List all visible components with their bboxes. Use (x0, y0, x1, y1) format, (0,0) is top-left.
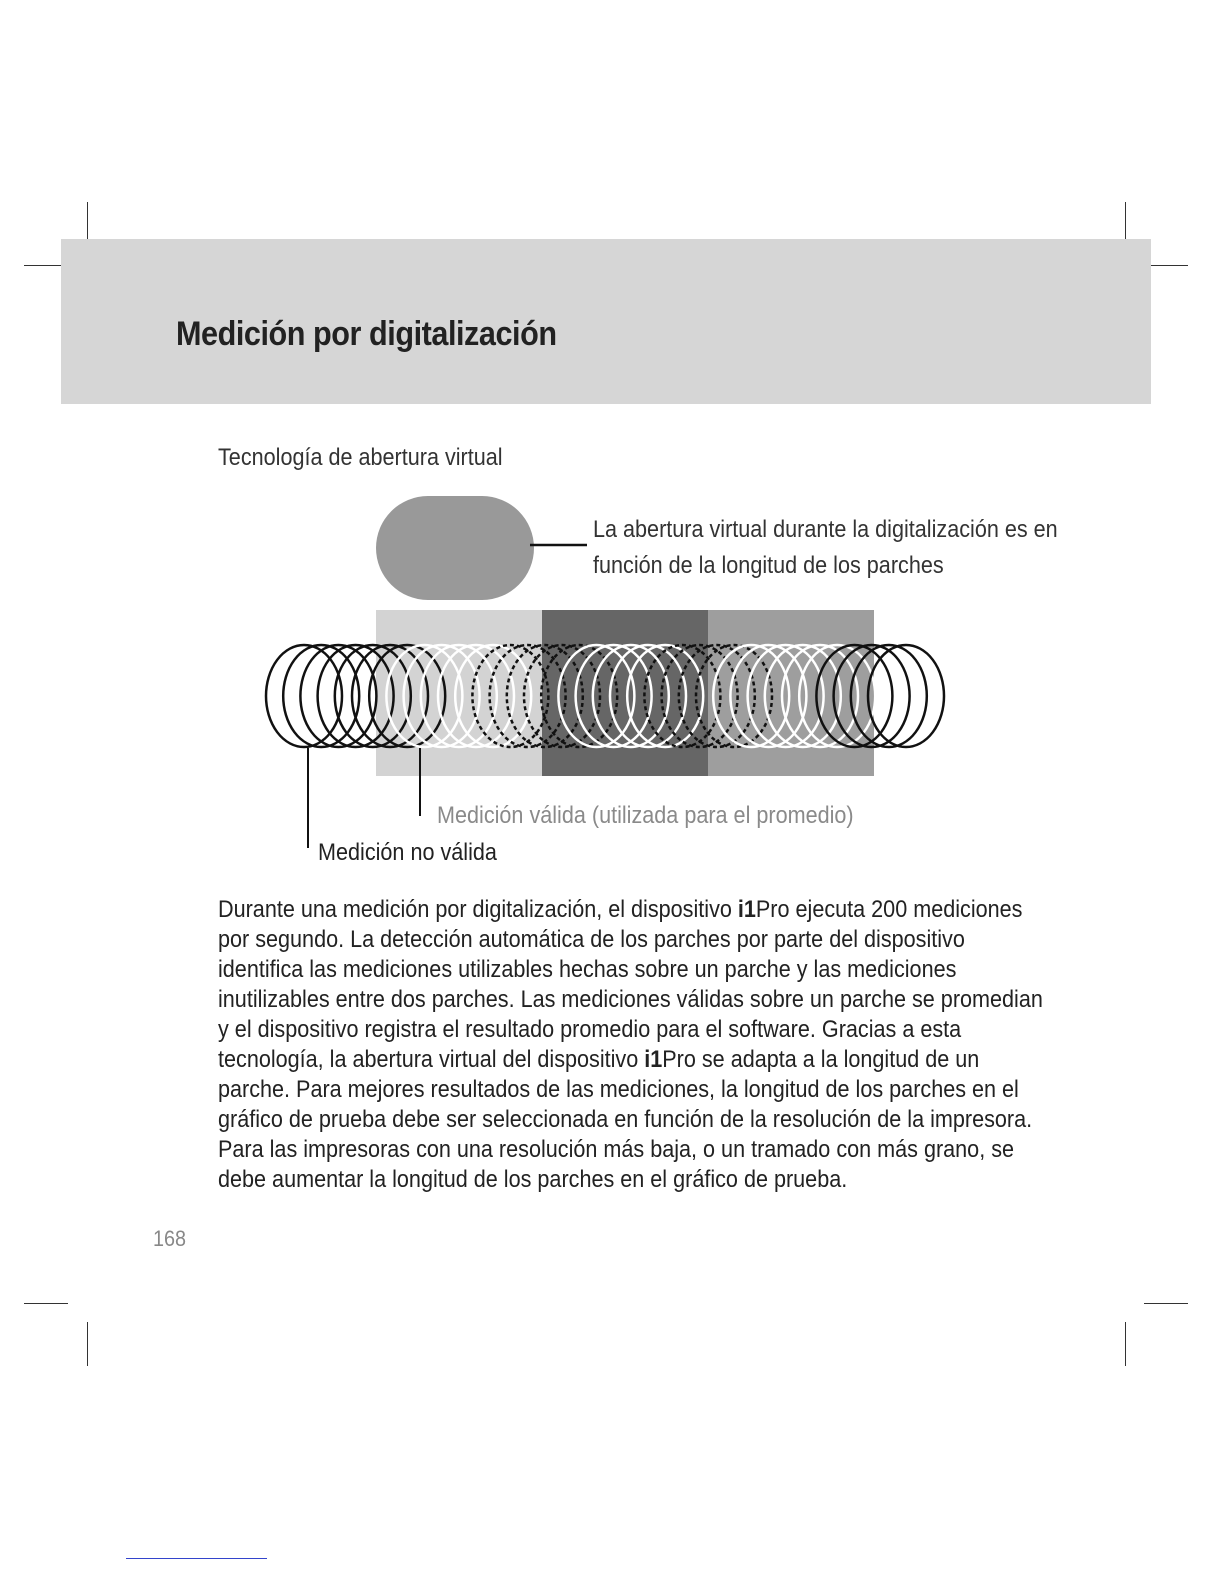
patch-light (376, 610, 542, 776)
measurement-circle (283, 645, 359, 747)
invalid-measurement-label: Medición no válida (318, 839, 497, 866)
device-name-bold: i1 (737, 896, 756, 923)
aperture-label (593, 512, 1058, 584)
valid-measurement-label: Medición válida (utilizada para el promedio) (437, 802, 854, 829)
crop-mark (1125, 1322, 1126, 1366)
crop-mark (1144, 1303, 1188, 1304)
crop-mark (24, 1303, 68, 1304)
body-text-run: Pro se adapta a la longitud de un parche. Para mejores resultados de las mediciones, la longitud de los parches en el gráfico de prueba debe ser seleccionada en función de la resolución de la impresora. Para las impresoras con una resolución más baja, o un tramado con más grano, se debe aumentar la longitud de los parches en el gráfico de prueba. (218, 1046, 1033, 1193)
virtual-aperture-shape (376, 496, 534, 600)
aperture-label-line: La abertura virtual durante la digitalización es en (593, 516, 1058, 543)
page-number: 168 (153, 1226, 187, 1251)
body-text-run: Pro ejecuta 200 mediciones por segundo. La detección automática de los parches por parte del dispositivo identifica las mediciones utilizables hechas sobre un parche y las mediciones inutilizables entre dos parches. Las mediciones válidas sobre un parche se promedian y el dispositivo registra el resultado promedio para el software. Gracias a esta tecnología, la abertura virtual del dispositivo (218, 896, 1043, 1073)
body-paragraph (218, 895, 1055, 1195)
aperture-label-line: función de la longitud de los parches (593, 552, 944, 579)
measurement-circle (300, 645, 376, 747)
page-title: Medición por digitalización (176, 315, 557, 353)
crop-mark (87, 1322, 88, 1366)
body-text-run: Durante una medición por digitalización, el dispositivo (218, 896, 738, 923)
measurement-circle (266, 645, 342, 747)
patch-medium (708, 610, 874, 776)
bottom-link-line (126, 1558, 267, 1559)
figure-caption: Tecnología de abertura virtual (218, 444, 503, 471)
measurement-circle (868, 645, 944, 747)
patch-dark (542, 610, 708, 776)
device-name-bold: i1 (644, 1046, 663, 1073)
